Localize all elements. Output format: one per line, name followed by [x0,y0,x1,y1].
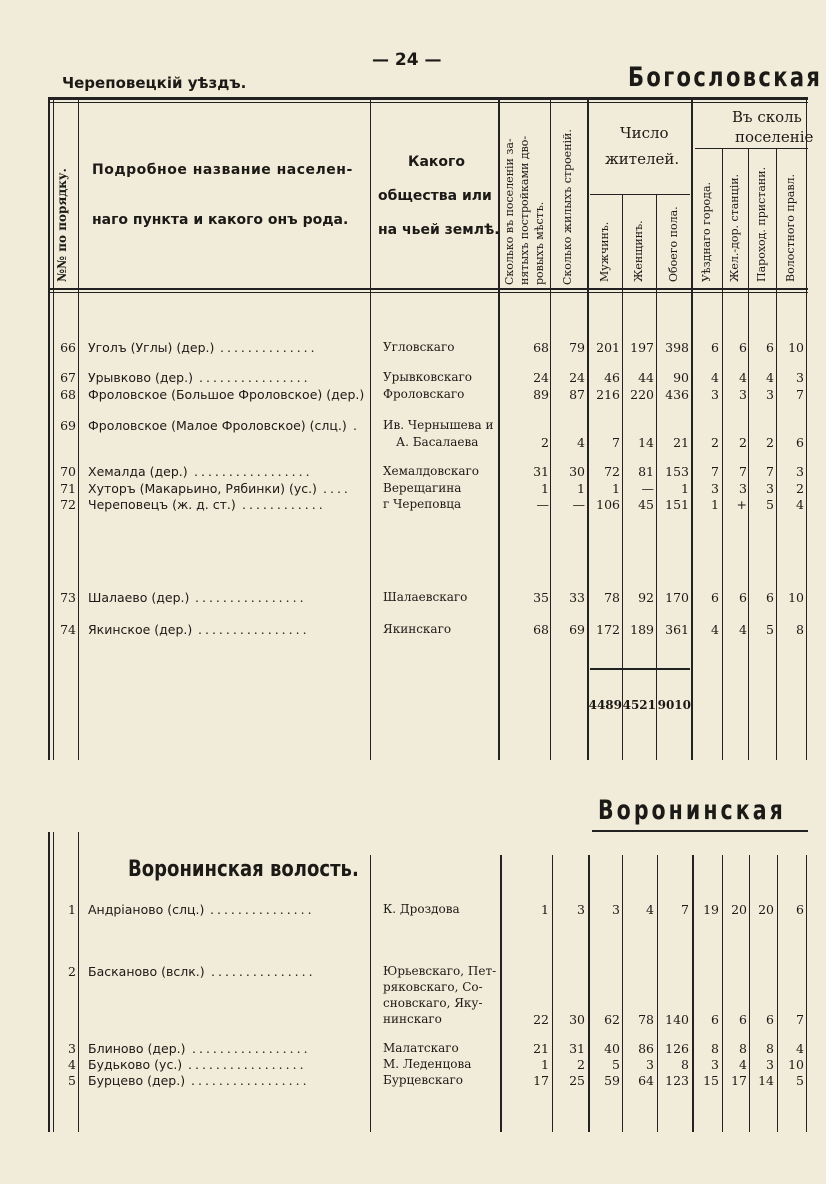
row-number: 5 [68,1073,76,1088]
header-rail: Жел.-дор. станціи. [728,173,741,282]
cell-d1: 6 [711,340,719,355]
col-rule-build [587,100,589,760]
society-name: Угловскаго [383,340,455,354]
leader-dots: ................ [199,370,311,385]
cell-a: 2 [541,435,549,450]
total-men: 4489 [588,698,622,712]
lower-rule-pier [777,855,778,1132]
society-name: Шалаевскаго [383,590,468,604]
cell-d1: 19 [703,902,719,917]
cell-a: 31 [533,464,549,479]
cell-d4: 4 [796,497,804,512]
cell-m: 201 [596,340,620,355]
cell-b: 4 [577,435,585,450]
leader-dots: ................. [191,1073,310,1088]
cell-b: 31 [569,1041,585,1056]
cell-d1: 6 [711,590,719,605]
cell-b: 30 [569,1012,585,1027]
header-vacant-1: Сколько въ поселеніи за- [503,138,516,285]
cell-w: 14 [638,435,654,450]
cell-b: 24 [569,370,585,385]
leader-dots: ................ [195,590,307,605]
cell-t: 170 [665,590,689,605]
col-rule-both [691,100,693,760]
leader-dots: .............. [220,340,318,355]
cell-d3: 20 [758,902,774,917]
cell-m: 59 [604,1073,620,1088]
col-rule-num [78,100,79,760]
society-name: М. Леденцова [383,1057,472,1071]
cell-d2: 7 [739,464,747,479]
cell-w: 45 [638,497,654,512]
cell-d1: 3 [711,1057,719,1072]
cell-w: 92 [638,590,654,605]
cell-d1: 4 [711,622,719,637]
lower-rule-left [48,832,50,1132]
society-name: Малатскаго [383,1041,459,1055]
header-both: Обоего пола. [667,206,680,282]
leader-dots: ................. [194,464,313,479]
cell-t: 361 [665,622,689,637]
cell-m: 46 [604,370,620,385]
cell-d2: + [736,497,747,512]
cell-b: 2 [577,1057,585,1072]
cell-d1: 2 [711,435,719,450]
lower-rule-women [657,855,658,1132]
header-society-1: Какого [408,154,465,170]
cell-d1: 6 [711,1012,719,1027]
cell-w: 86 [638,1041,654,1056]
cell-d3: 6 [766,1012,774,1027]
total-women: 4521 [622,698,656,712]
cell-a: 17 [533,1073,549,1088]
cell-d1: 1 [711,497,719,512]
settlement-name: Урывково (дер.) [88,370,193,385]
leader-dots: ............... [210,902,315,917]
society-name-cont: А. Басалаева [396,435,479,449]
row-number: 69 [60,418,76,433]
settlement-name: Басканово (вслк.) [88,964,205,979]
cell-d3: 14 [758,1073,774,1088]
cell-b: — [572,497,585,512]
cell-d3: 6 [766,340,774,355]
header-pier: Пароход. пристани. [755,166,768,282]
cell-d4: 8 [796,622,804,637]
cell-m: 172 [596,622,620,637]
society-name: Хемалдовскаго [383,464,480,478]
society-name: г Череповца [383,497,462,511]
cell-d2: 4 [739,370,747,385]
cell-t: 126 [665,1041,689,1056]
row-number: 68 [60,387,76,402]
header-society-3: на чьей землѣ. [378,222,500,238]
settlement-name: Якинское (дер.) [88,622,193,637]
cell-d2: 4 [739,622,747,637]
settlement-name: Блиново (дер.) [88,1041,186,1056]
header-society-2: общества или [378,188,492,204]
cell-b: 1 [577,481,585,496]
society-name: ряковскаго, Со- [383,980,483,994]
cell-d4: 3 [796,370,804,385]
row-number: 73 [60,590,76,605]
volost-heading-bottom: Воронинская [598,795,786,826]
cell-w: 189 [630,622,654,637]
cell-d2: 3 [739,387,747,402]
cell-m: 1 [612,481,620,496]
cell-a: — [536,497,549,512]
lower-rule-town [722,855,723,1132]
header-volost: Волостного правл. [784,173,797,282]
settlement-name: Шалаево (дер.) [88,590,190,605]
col-rule-society [498,100,500,760]
row-number: 70 [60,464,76,479]
cell-w: 197 [630,340,654,355]
header-dist-2: поселеніе [735,128,814,146]
cell-d2: 6 [739,590,747,605]
cell-d4: 2 [796,481,804,496]
page-number: — 24 — [372,50,442,70]
col-rule-name [370,100,371,760]
row-number: 4 [68,1057,76,1072]
cell-b: 69 [569,622,585,637]
dist-group-rule [695,148,808,149]
cell-d3: 3 [766,481,774,496]
header-num: №№ по порядку. [55,168,69,282]
lower-rule-name [370,855,371,1132]
cell-a: 89 [533,387,549,402]
cell-b: 79 [569,340,585,355]
col-rule-vacant [550,100,551,760]
cell-b: 30 [569,464,585,479]
header-vacant-2: нятыхъ постройками дво- [518,135,531,285]
society-name: К. Дроздова [383,902,460,916]
cell-d4: 3 [796,464,804,479]
cell-w: — [641,481,654,496]
cell-w: 64 [638,1073,654,1088]
lower-rule-build [588,855,590,1132]
col-rule-town [722,148,723,760]
header-town: Уѣзднаго города. [700,181,713,282]
col-rule-left [48,100,50,760]
lower-rule-rail [749,855,750,1132]
settlement-name: Андріаново (слц.) [88,902,205,917]
cell-d3: 6 [766,590,774,605]
cell-a: 68 [533,622,549,637]
row-number: 1 [68,902,76,917]
leader-dots: .... [323,481,351,496]
cell-a: 24 [533,370,549,385]
settlement-name: Хуторъ (Макарьино, Рябинки) (ус.) [88,481,317,496]
cell-b: 3 [577,902,585,917]
society-name: Фроловскаго [383,387,465,401]
settlement-name: Фроловское (Малое Фроловское) (слц.) [88,418,347,433]
cell-d1: 8 [711,1041,719,1056]
col-rule-right [806,100,807,760]
row-number: 67 [60,370,76,385]
cell-d2: 8 [739,1041,747,1056]
cell-d4: 10 [788,1057,804,1072]
society-name: сновскаго, Яку- [383,996,483,1010]
cell-m: 40 [604,1041,620,1056]
lower-rule-society [500,855,502,1132]
header-rule [48,288,808,290]
settlement-name: Череповецъ (ж. д. ст.) [88,497,236,512]
cell-a: 1 [541,902,549,917]
society-name: Урывковскаго [383,370,473,384]
row-number: 66 [60,340,76,355]
lower-rule-both [692,855,694,1132]
cell-d3: 3 [766,387,774,402]
leader-dots: ................. [192,1041,311,1056]
cell-d4: 6 [796,435,804,450]
cell-a: 68 [533,340,549,355]
leader-dots: ................ [198,622,310,637]
header-dist-1: Въ сколь [732,108,802,126]
header-vacant-3: ровыхъ мѣстъ. [533,201,546,285]
cell-d4: 5 [796,1073,804,1088]
col-rule-pier [776,148,777,760]
top-rule [48,97,808,100]
cell-t: 153 [665,464,689,479]
society-name: Верещагина [383,481,462,495]
cell-t: 436 [665,387,689,402]
cell-w: 220 [630,387,654,402]
header-rule-thin [48,292,808,293]
cell-t: 1 [681,481,689,496]
col-rule-rail [748,148,749,760]
cell-a: 35 [533,590,549,605]
cell-m: 3 [612,902,620,917]
cell-w: 4 [646,902,654,917]
cell-t: 151 [665,497,689,512]
cell-d1: 15 [703,1073,719,1088]
society-name: Якинскаго [383,622,452,636]
society-name: нинскаго [383,1012,442,1026]
header-name-1: Подробное название населен- [92,162,353,178]
cell-m: 216 [596,387,620,402]
cell-t: 123 [665,1073,689,1088]
cell-d4: 10 [788,340,804,355]
settlement-name: Фроловское (Большое Фроловское) (дер.) [88,387,365,402]
cell-d4: 4 [796,1041,804,1056]
cell-m: 62 [604,1012,620,1027]
row-number: 2 [68,964,76,979]
header-name-2: наго пункта и какого онъ рода. [92,212,349,228]
cell-b: 87 [569,387,585,402]
cell-m: 5 [612,1057,620,1072]
row-number: 74 [60,622,76,637]
cell-d4: 6 [796,902,804,917]
settlement-name: Будьково (ус.) [88,1057,183,1072]
cell-t: 398 [665,340,689,355]
cell-d3: 4 [766,370,774,385]
leader-dots: ............ [242,497,326,512]
cell-m: 78 [604,590,620,605]
cell-d4: 7 [796,387,804,402]
cell-w: 78 [638,1012,654,1027]
cell-a: 22 [533,1012,549,1027]
cell-d1: 7 [711,464,719,479]
top-rule-thin [48,102,808,103]
header-pop-2: жителей. [605,150,680,168]
cell-m: 106 [596,497,620,512]
row-number: 71 [60,481,76,496]
cell-d2: 20 [731,902,747,917]
volost-heading-top: Богословская [628,62,823,93]
leader-dots: ................. [188,1057,307,1072]
pop-group-rule [590,194,690,195]
society-name: Ив. Чернышева и [383,418,494,432]
totals-rule [590,668,690,670]
cell-t: 8 [681,1057,689,1072]
cell-d3: 8 [766,1041,774,1056]
cell-a: 21 [533,1041,549,1056]
total-both: 9010 [657,698,691,712]
cell-d3: 2 [766,435,774,450]
cell-d2: 4 [739,1057,747,1072]
cell-d3: 7 [766,464,774,479]
lower-rule-men [622,855,623,1132]
leader-dots: . [353,418,360,433]
header-women: Женщинъ. [632,220,645,282]
cell-d3: 5 [766,497,774,512]
cell-d2: 2 [739,435,747,450]
settlement-name: Бурцево (дер.) [88,1073,186,1088]
cell-m: 7 [612,435,620,450]
row-number: 72 [60,497,76,512]
cell-w: 3 [646,1057,654,1072]
lower-rule-right [806,855,807,1132]
cell-a: 1 [541,481,549,496]
cell-d3: 5 [766,622,774,637]
cell-d1: 3 [711,481,719,496]
cell-m: 72 [604,464,620,479]
header-buildings: Сколько жилыхъ строеній. [561,129,574,285]
cell-d2: 17 [731,1073,747,1088]
cell-t: 140 [665,1012,689,1027]
row-number: 3 [68,1041,76,1056]
cell-d2: 6 [739,1012,747,1027]
cell-t: 7 [681,902,689,917]
lower-rule-vacant [552,855,553,1132]
cell-b: 25 [569,1073,585,1088]
cell-t: 90 [673,370,689,385]
cell-d4: 10 [788,590,804,605]
cell-d3: 3 [766,1057,774,1072]
cell-w: 81 [638,464,654,479]
cell-d2: 3 [739,481,747,496]
cell-w: 44 [638,370,654,385]
cell-d4: 7 [796,1012,804,1027]
volost-section-title: Воронинская волость. [128,857,359,882]
cell-d2: 6 [739,340,747,355]
cell-t: 21 [673,435,689,450]
lower-rule-num [78,832,79,1132]
leader-dots: ............... [211,964,316,979]
cell-d1: 3 [711,387,719,402]
header-men: Мужчинъ. [598,221,611,282]
settlement-name: Хемалда (дер.) [88,464,188,479]
cell-b: 33 [569,590,585,605]
society-name: Юрьевскаго, Пет- [383,964,497,978]
settlement-name: Уголъ (Углы) (дер.) [88,340,215,355]
lower-top-rule [592,830,808,832]
uezd-title: Череповецкій уѣздъ. [62,74,247,92]
cell-a: 1 [541,1057,549,1072]
header-pop-1: Число [620,124,669,142]
cell-d1: 4 [711,370,719,385]
society-name: Бурцевскаго [383,1073,464,1087]
